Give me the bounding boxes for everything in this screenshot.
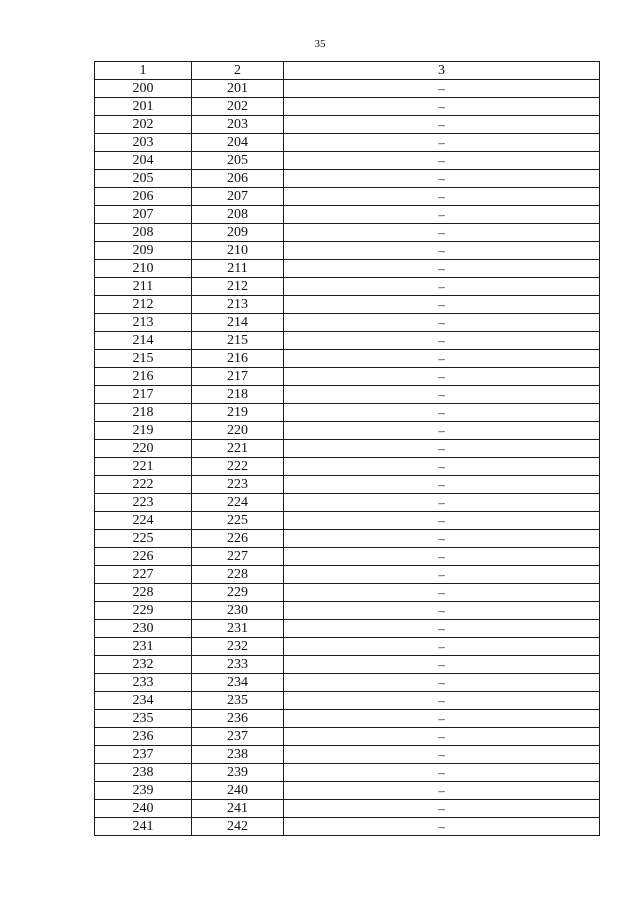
table-cell-col-2: 240 [192, 782, 284, 800]
table-cell-col-2: 242 [192, 818, 284, 836]
table-row [95, 728, 600, 746]
table-cell-col-1: 216 [95, 368, 192, 386]
table-cell-col-3: – [284, 368, 600, 386]
table-cell-col-3: – [284, 404, 600, 422]
table-cell-col-1: 205 [95, 170, 192, 188]
table-cell-col-3: – [284, 80, 600, 98]
table-cell-col-2: 215 [192, 332, 284, 350]
table-cell-col-1: 222 [95, 476, 192, 494]
table-cell-col-3: – [284, 350, 600, 368]
table-row [95, 548, 600, 566]
header-row [95, 62, 600, 80]
table-cell-col-1: 223 [95, 494, 192, 512]
table-cell-col-2: 218 [192, 386, 284, 404]
table-cell-col-2: 223 [192, 476, 284, 494]
table-header [95, 62, 600, 80]
table-cell-col-1: 226 [95, 548, 192, 566]
table-cell-col-1: 238 [95, 764, 192, 782]
table-row [95, 710, 600, 728]
table-cell-col-3: – [284, 134, 600, 152]
table-row [95, 152, 600, 170]
table-cell-col-2: 239 [192, 764, 284, 782]
table-row [95, 458, 600, 476]
table-cell-col-1: 237 [95, 746, 192, 764]
table-row [95, 350, 600, 368]
table-cell-col-3: – [284, 332, 600, 350]
table-row [95, 512, 600, 530]
table-cell-col-1: 227 [95, 566, 192, 584]
table-cell-col-1: 200 [95, 80, 192, 98]
table-cell-col-1: 219 [95, 422, 192, 440]
table-cell-col-3: – [284, 476, 600, 494]
table-row [95, 566, 600, 584]
table-row [95, 620, 600, 638]
table-cell-col-1: 233 [95, 674, 192, 692]
table-row [95, 476, 600, 494]
table-cell-col-2: 220 [192, 422, 284, 440]
table-cell-col-1: 225 [95, 530, 192, 548]
table-cell-col-2: 213 [192, 296, 284, 314]
table-row [95, 332, 600, 350]
table-row [95, 656, 600, 674]
table-cell-col-1: 209 [95, 242, 192, 260]
table-cell-col-3: – [284, 602, 600, 620]
table-cell-col-3: – [284, 566, 600, 584]
table-row [95, 134, 600, 152]
table-cell-col-1: 231 [95, 638, 192, 656]
table-cell-col-2: 202 [192, 98, 284, 116]
table-cell-col-3: – [284, 800, 600, 818]
table-row [95, 674, 600, 692]
column-header-1: 1 [95, 62, 192, 80]
table-row [95, 494, 600, 512]
table-row [95, 422, 600, 440]
table-cell-col-3: – [284, 116, 600, 134]
column-header-2: 2 [192, 62, 284, 80]
table-cell-col-1: 224 [95, 512, 192, 530]
table-cell-col-1: 241 [95, 818, 192, 836]
table-cell-col-1: 207 [95, 206, 192, 224]
table-row [95, 818, 600, 836]
table-cell-col-2: 208 [192, 206, 284, 224]
table-cell-col-1: 211 [95, 278, 192, 296]
table-cell-col-3: – [284, 746, 600, 764]
table-cell-col-1: 206 [95, 188, 192, 206]
table-cell-col-2: 225 [192, 512, 284, 530]
table-cell-col-1: 229 [95, 602, 192, 620]
table-cell-col-2: 230 [192, 602, 284, 620]
table-cell-col-3: – [284, 260, 600, 278]
table-cell-col-2: 231 [192, 620, 284, 638]
table-row [95, 368, 600, 386]
table-cell-col-2: 236 [192, 710, 284, 728]
table-cell-col-2: 217 [192, 368, 284, 386]
table-cell-col-2: 219 [192, 404, 284, 422]
table-cell-col-1: 236 [95, 728, 192, 746]
table-cell-col-1: 203 [95, 134, 192, 152]
table-row [95, 530, 600, 548]
column-header-3: 3 [284, 62, 600, 80]
table-row [95, 764, 600, 782]
table-cell-col-1: 210 [95, 260, 192, 278]
table-cell-col-1: 201 [95, 98, 192, 116]
table-cell-col-3: – [284, 440, 600, 458]
table-row [95, 206, 600, 224]
table-cell-col-3: – [284, 188, 600, 206]
table-cell-col-3: – [284, 386, 600, 404]
table-cell-col-2: 241 [192, 800, 284, 818]
table-cell-col-2: 204 [192, 134, 284, 152]
table-cell-col-2: 205 [192, 152, 284, 170]
table-cell-col-3: – [284, 314, 600, 332]
table-cell-col-2: 212 [192, 278, 284, 296]
table-cell-col-2: 237 [192, 728, 284, 746]
table-cell-col-1: 230 [95, 620, 192, 638]
table-cell-col-2: 211 [192, 260, 284, 278]
table-cell-col-1: 239 [95, 782, 192, 800]
table-row [95, 116, 600, 134]
table-row [95, 314, 600, 332]
table-row [95, 296, 600, 314]
table-cell-col-1: 212 [95, 296, 192, 314]
table-cell-col-2: 210 [192, 242, 284, 260]
table-cell-col-2: 216 [192, 350, 284, 368]
table-cell-col-3: – [284, 242, 600, 260]
table-cell-col-2: 214 [192, 314, 284, 332]
table-cell-col-2: 227 [192, 548, 284, 566]
table-cell-col-2: 233 [192, 656, 284, 674]
table-cell-col-2: 229 [192, 584, 284, 602]
table-cell-col-3: – [284, 638, 600, 656]
table-cell-col-2: 238 [192, 746, 284, 764]
table-row [95, 584, 600, 602]
table-cell-col-1: 213 [95, 314, 192, 332]
table-cell-col-3: – [284, 278, 600, 296]
table-cell-col-2: 209 [192, 224, 284, 242]
table-cell-col-3: – [284, 530, 600, 548]
table-cell-col-1: 232 [95, 656, 192, 674]
table-cell-col-1: 208 [95, 224, 192, 242]
table-cell-col-1: 217 [95, 386, 192, 404]
table-cell-col-1: 228 [95, 584, 192, 602]
table-cell-col-3: – [284, 422, 600, 440]
table-cell-col-2: 201 [192, 80, 284, 98]
table-cell-col-3: – [284, 152, 600, 170]
table-cell-col-3: – [284, 782, 600, 800]
table-cell-col-2: 226 [192, 530, 284, 548]
table-row [95, 386, 600, 404]
table-cell-col-3: – [284, 764, 600, 782]
table-row [95, 260, 600, 278]
table-cell-col-3: – [284, 818, 600, 836]
table-cell-col-3: – [284, 548, 600, 566]
table-cell-col-1: 202 [95, 116, 192, 134]
table-row [95, 98, 600, 116]
table-row [95, 170, 600, 188]
table-cell-col-2: 221 [192, 440, 284, 458]
table-row [95, 404, 600, 422]
table-row [95, 638, 600, 656]
table-cell-col-1: 214 [95, 332, 192, 350]
table-cell-col-2: 235 [192, 692, 284, 710]
table-cell-col-2: 224 [192, 494, 284, 512]
table-cell-col-3: – [284, 512, 600, 530]
table-cell-col-3: – [284, 458, 600, 476]
table-row [95, 692, 600, 710]
table-cell-col-1: 235 [95, 710, 192, 728]
table-cell-col-3: – [284, 674, 600, 692]
table-body [95, 80, 600, 836]
table-cell-col-2: 206 [192, 170, 284, 188]
table-row [95, 242, 600, 260]
table-cell-col-3: – [284, 170, 600, 188]
table-cell-col-3: – [284, 728, 600, 746]
table-cell-col-3: – [284, 494, 600, 512]
table-cell-col-3: – [284, 620, 600, 638]
table-cell-col-1: 240 [95, 800, 192, 818]
table-cell-col-2: 228 [192, 566, 284, 584]
table-cell-col-2: 234 [192, 674, 284, 692]
table-row [95, 440, 600, 458]
table-cell-col-3: – [284, 296, 600, 314]
table-cell-col-1: 220 [95, 440, 192, 458]
table-row [95, 278, 600, 296]
table-cell-col-2: 222 [192, 458, 284, 476]
table-cell-col-3: – [284, 584, 600, 602]
table-cell-col-1: 221 [95, 458, 192, 476]
table-row [95, 746, 600, 764]
table-cell-col-3: – [284, 98, 600, 116]
table-row [95, 800, 600, 818]
data-table [94, 61, 600, 836]
table-cell-col-1: 218 [95, 404, 192, 422]
table-cell-col-3: – [284, 656, 600, 674]
table-row [95, 782, 600, 800]
table-cell-col-3: – [284, 224, 600, 242]
table-cell-col-3: – [284, 692, 600, 710]
table-cell-col-3: – [284, 710, 600, 728]
table-cell-col-1: 234 [95, 692, 192, 710]
table-cell-col-2: 207 [192, 188, 284, 206]
table-cell-col-3: – [284, 206, 600, 224]
table-cell-col-2: 203 [192, 116, 284, 134]
table-cell-col-1: 215 [95, 350, 192, 368]
table-row [95, 188, 600, 206]
page-number: 35 [314, 38, 326, 50]
table-cell-col-1: 204 [95, 152, 192, 170]
table-row [95, 224, 600, 242]
table-row [95, 80, 600, 98]
table-cell-col-2: 232 [192, 638, 284, 656]
table-row [95, 602, 600, 620]
